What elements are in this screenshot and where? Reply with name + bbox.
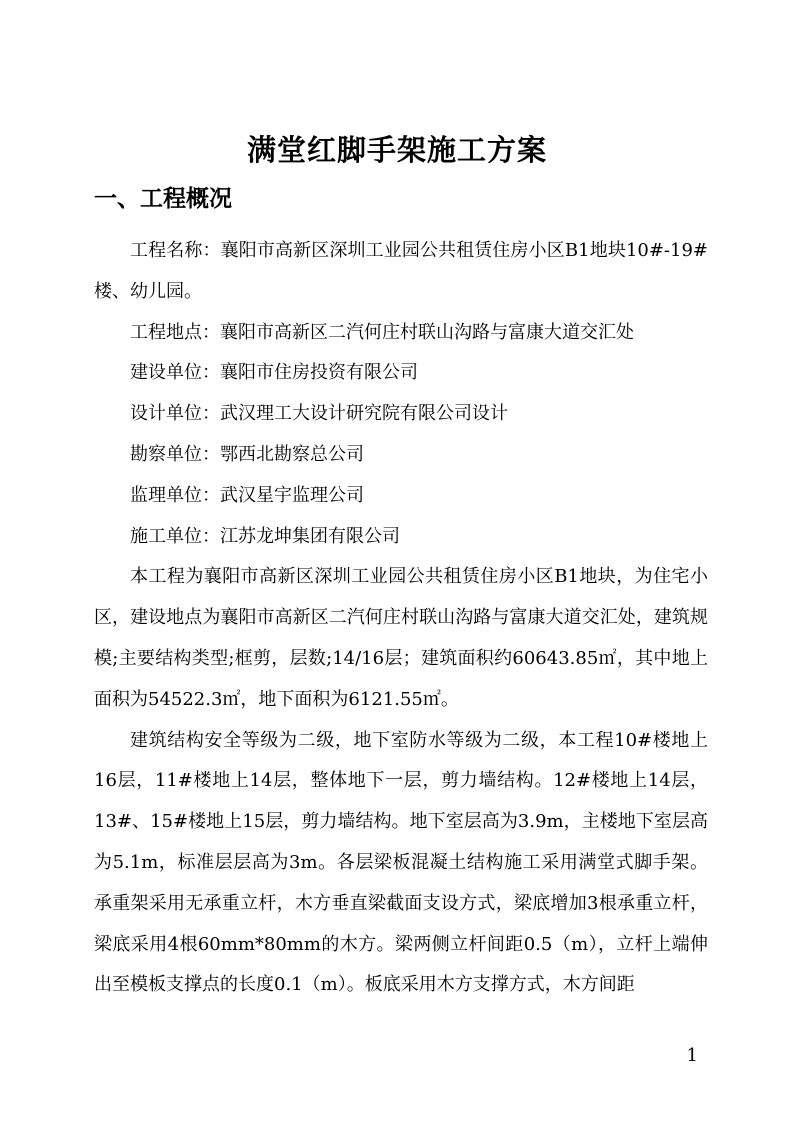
paragraph-structure-details: 建筑结构安全等级为二级，地下室防水等级为二级，本工程10#楼地上16层，11#楼地上14层，整体地下一层，剪力墙结构。12#楼地上14层，13#、15#楼地上15层，剪力墙结构。地下室层高为3.9m，主楼地下室层高为5.1m，标准层层高为3m。各层梁板混凝土结构施工采用满堂式脚手架。承重架采用无承重立杆，木方垂直梁截面支设方式，梁底增加3根承重立杆，梁底采用4根60mm*80mm的木方。梁两侧立杆间距0.5（m），立杆上端伸出至模板支撑点的长度0.1（m）。板底采用木方支撑方式，木方间距: [94, 729, 708, 996]
paragraph-design-unit: 设计单位：武汉理工大设计研究院有限公司设计: [130, 403, 508, 425]
paragraph-supervision-unit: 监理单位：武汉星宇监理公司: [130, 484, 364, 506]
paragraph-project-overview: 本工程为襄阳市高新区深圳工业园公共租赁住房小区B1地块，为住宅小区，建设地点为襄阳市高新区二汽何庄村联山沟路与富康大道交汇处，建筑规模;主要结构类型;框剪，层数;14/16层；建筑面积约60643.85㎡，其中地上面积为54522.3㎡，地下面积为6121.55㎡。: [94, 566, 708, 710]
paragraph-project-name: 工程名称：襄阳市高新区深圳工业园公共租赁住房小区B1地块10#-19#楼、幼儿园。: [94, 240, 708, 302]
paragraph-project-location: 工程地点：襄阳市高新区二汽何庄村联山沟路与富康大道交汇处: [130, 321, 634, 343]
section-heading: 一、工程概况: [94, 185, 232, 212]
paragraph-survey-unit: 勘察单位：鄂西北勘察总公司: [130, 443, 364, 465]
paragraph-construction-unit: 建设单位：襄阳市住房投资有限公司: [130, 362, 418, 384]
body-text: [94, 231, 708, 1006]
paragraph-contractor: 施工单位：江苏龙坤集团有限公司: [130, 525, 400, 547]
page-number: 1: [686, 1045, 698, 1066]
document-title: 满堂红脚手架施工方案: [246, 133, 547, 167]
